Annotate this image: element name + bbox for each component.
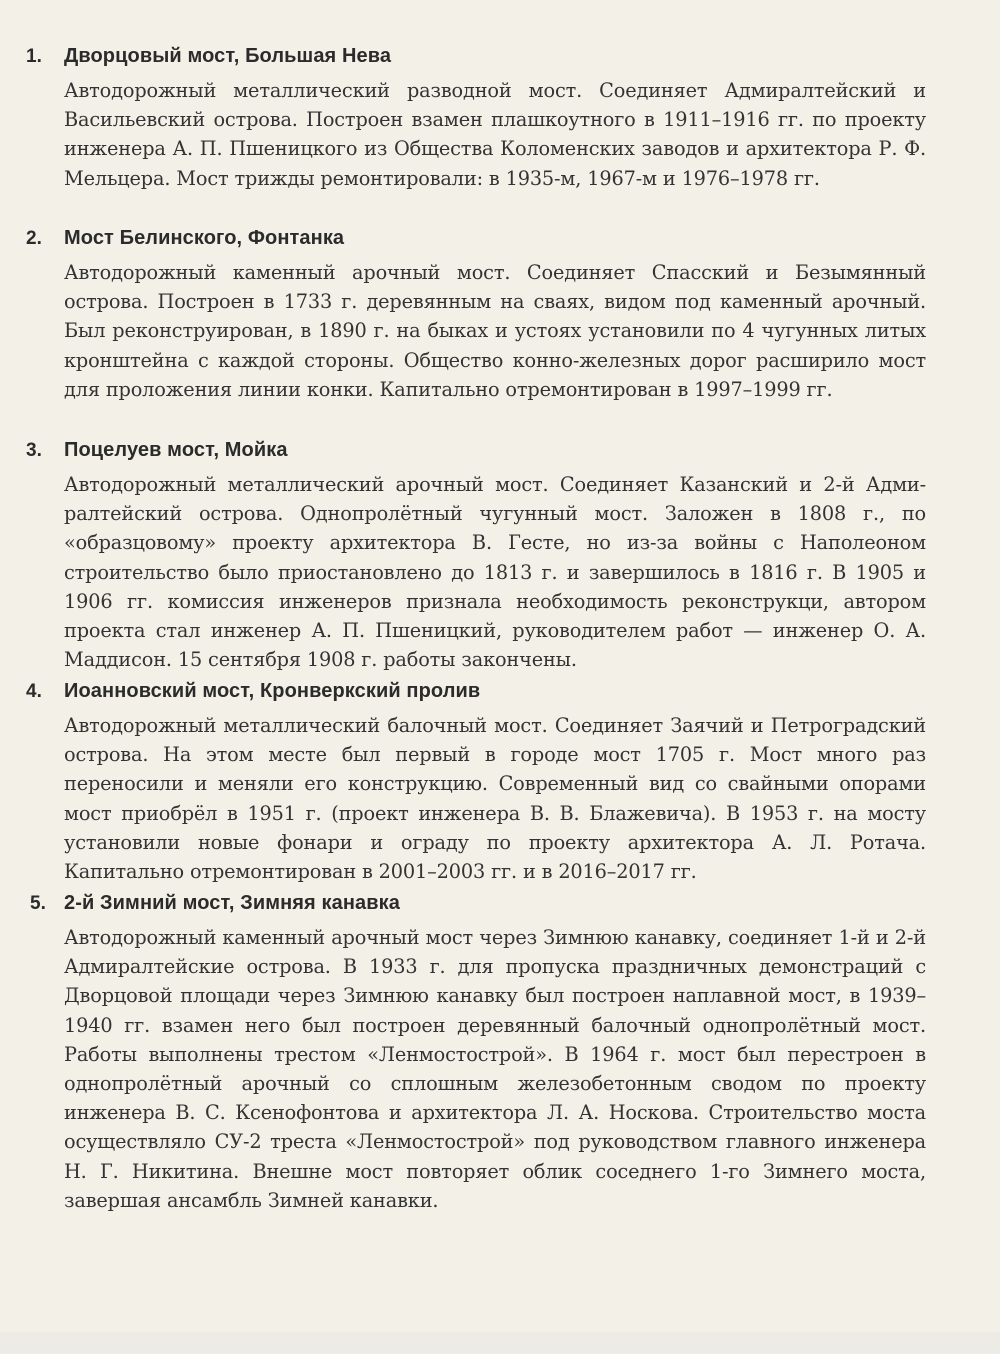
item-description: Автодорожный металлический арочный мост. Соединяет Казанский и 2-й Адми-ралтейский острова. Однопролётный чугунный мост. Заложен в 1808 г., по «образцовому» проекту архитектора В. Гесте, но из-за войны с Наполеоном строительство было приостановлено до 1813 г. и завершилось в 1816 г. В 1905 и 1906 гг. комиссия инженеров признала необходимость реконструкци, автором проекта стал инженер А. П. Пшеницкий, руководителем работ — инженер О. А. Маддисон. 15 сентября 1908 г. работы закончены. — [64, 473, 926, 672]
item-number: 5. — [30, 893, 46, 914]
item-title: Мост Белинского, Фонтанка — [64, 227, 345, 249]
item-title: 2-й Зимний мост, Зимняя канавка — [64, 892, 400, 914]
list-item — [0, 436, 1000, 672]
list-item — [0, 889, 1000, 1212]
item-description: Автодорожный каменный арочный мост. Соединяет Спасский и Безымянный острова. Построен в 1733 г. деревянным на сваях, видом под каменный арочный. Был реконструирован, в 1890 г. на быках и устоях установили по 4 чугунных литых кронштейна с каждой стороны. Общество конно-железных дорог расширило мост для проложения линии конки. Капитально отремонтирован в 1997–1999 гг. — [64, 261, 926, 401]
item-description: Автодорожный металлический балочный мост. Соединяет Заячий и Петроградский острова. На этом месте был первый в городе мост 1705 г. Мост много раз переносили и меняли его конструкцию. Современный вид со свайными опорами мост приобрёл в 1951 г. (проект инженера В. В. Блажевича). В 1953 г. на мосту установили новые фонари и ограду по проекту архитектора А. Л. Ротача. Капитально отремонтирован в 2001–2003 гг. и в 2016–2017 гг. — [64, 714, 926, 884]
item-number: 4. — [26, 681, 42, 702]
item-description: Автодорожный металлический разводной мост. Соединяет Адмиралтейский и Васильевский острова. Построен взамен плашкоутного в 1911–1916 гг. по проекту инженера А. П. Пшеницкого из Общества Коломенских заводов и архитектора Р. Ф. Мельцера. Мост трижды ремонтировали: в 1935-м, 1967-м и 1976–1978 гг. — [64, 79, 926, 190]
item-description: Автодорожный каменный арочный мост через Зимнюю канавку, соединяет 1-й и 2-й Адмиралтейские острова. В 1933 г. для пропуска праздничных демонстраций с Дворцовой площади через Зимнюю канавку был построен наплавной мост, в 1939–1940 гг. взамен него был построен деревянный балочный однопролётный мост. Работы выполнены трестом «Ленмостострой». В 1964 г. мост был перестроен в однопролётный арочный со сплошным железобетонным сводом по проекту инженера В. С. Ксенофонтова и архитектора Л. А. Носкова. Строительство моста осуществляло СУ-2 треста «Ленмостострой» под руководством главного инженера Н. Г. Никитина. Внешне мост повторяет облик соседнего 1-го Зимнего моста, завершая ансамбль Зимней канавки. — [64, 926, 926, 1212]
list-item — [0, 677, 1000, 884]
item-title: Иоанновский мост, Кронверкский пролив — [64, 680, 481, 702]
item-number: 3. — [26, 440, 42, 461]
item-title: Поцелуев мост, Мойка — [64, 439, 288, 461]
item-number: 2. — [26, 228, 42, 249]
item-title: Дворцовый мост, Большая Нева — [64, 45, 392, 67]
list-item — [0, 42, 1000, 190]
list-item — [0, 224, 1000, 401]
item-number: 1. — [26, 46, 42, 67]
